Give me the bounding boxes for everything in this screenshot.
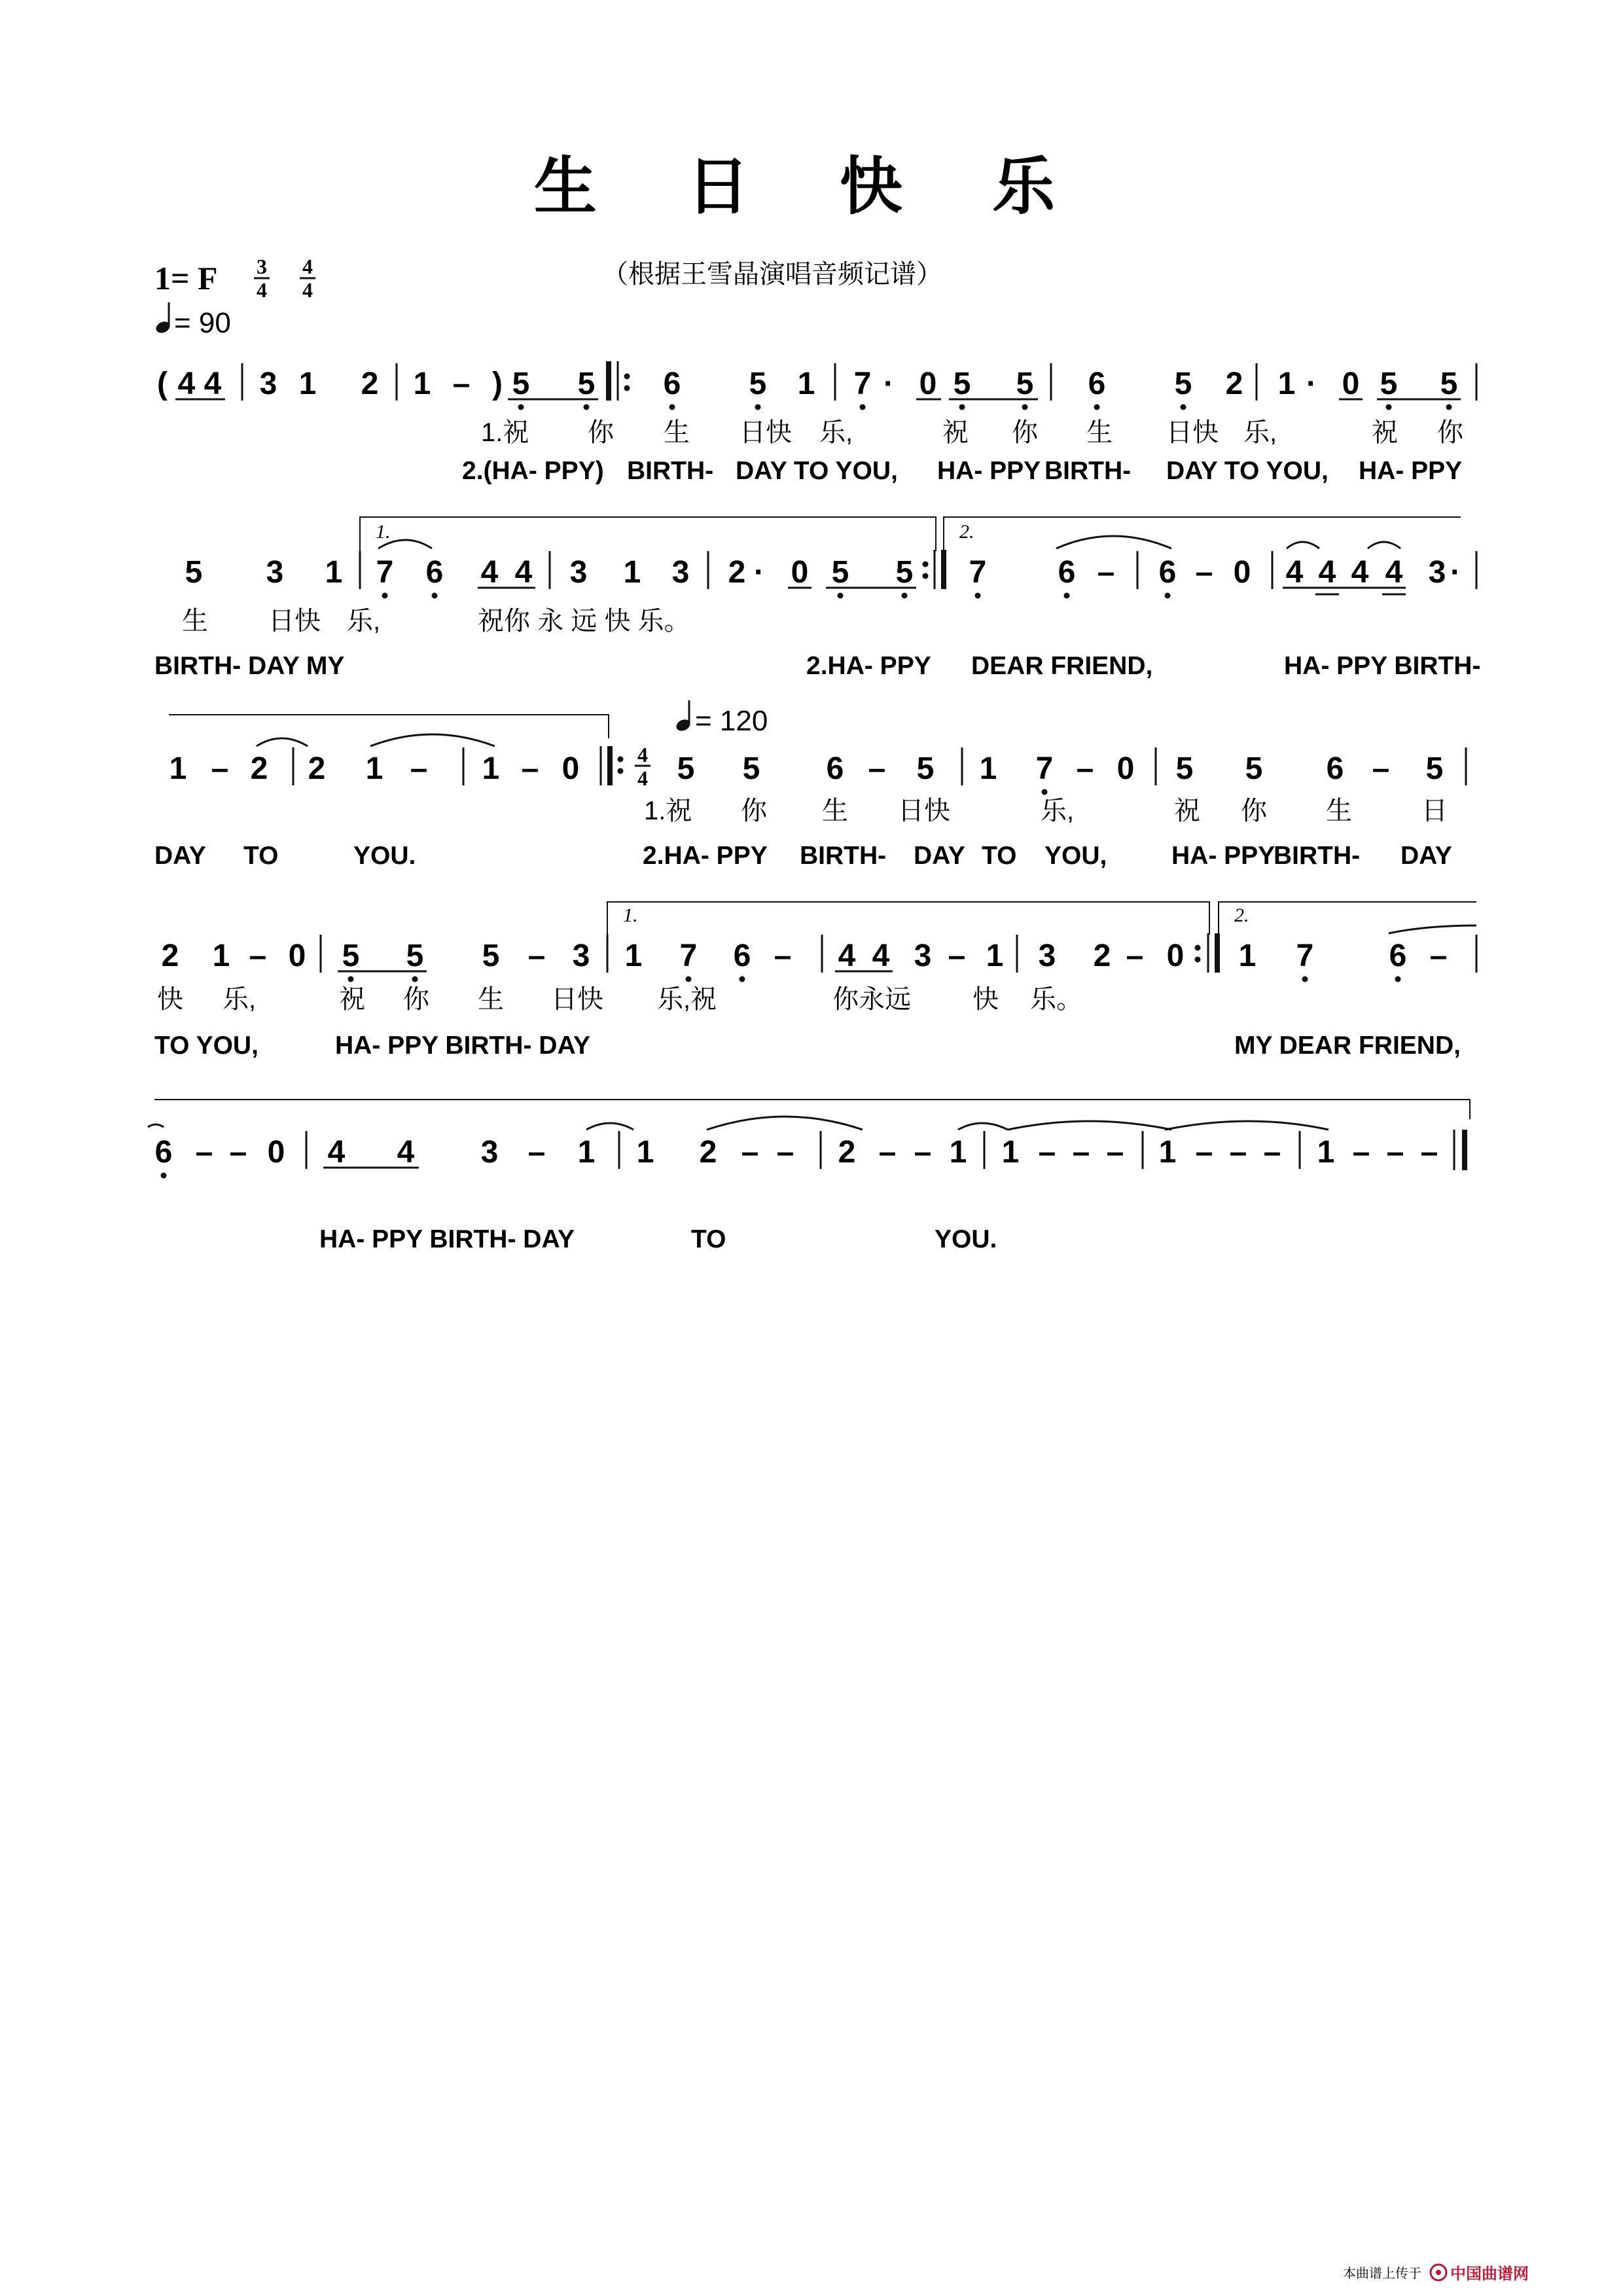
footer-watermark <box>1343 2265 1529 2283</box>
lyrics-row-2-en <box>154 652 1480 680</box>
svg-text:5: 5 <box>1175 751 1194 786</box>
svg-text:1: 1 <box>979 751 997 786</box>
svg-text:–: – <box>527 939 546 973</box>
svg-text:1: 1 <box>1277 367 1296 401</box>
svg-text:你: 你 <box>588 418 614 447</box>
svg-text:4: 4 <box>302 278 313 302</box>
svg-text:4: 4 <box>177 367 196 401</box>
svg-text:5: 5 <box>406 939 424 973</box>
svg-text:3: 3 <box>572 939 590 973</box>
svg-text:–: – <box>1097 555 1115 590</box>
svg-text:BIRTH-: BIRTH- <box>627 457 714 485</box>
svg-text:3: 3 <box>569 555 588 590</box>
svg-text:DAY: DAY <box>154 842 206 870</box>
svg-text:7: 7 <box>853 367 872 401</box>
svg-text:–: – <box>1429 939 1448 973</box>
svg-text:7: 7 <box>1035 751 1054 786</box>
svg-text:5: 5 <box>1245 751 1263 786</box>
svg-text:MY DEAR FRIEND,: MY DEAR FRIEND, <box>1234 1031 1461 1060</box>
svg-text:你永远: 你永远 <box>832 985 911 1014</box>
svg-text:4: 4 <box>514 555 533 590</box>
svg-text:(: ( <box>157 367 168 401</box>
svg-text:5: 5 <box>482 939 500 973</box>
svg-text:生: 生 <box>822 797 848 825</box>
volta-continuation-row-3 <box>169 715 609 738</box>
page-title: 生 日 快 乐 <box>533 150 1090 223</box>
svg-text:祝: 祝 <box>1174 797 1200 825</box>
svg-text:2: 2 <box>361 367 379 401</box>
svg-text:·: · <box>883 367 894 401</box>
svg-text:5: 5 <box>512 367 530 401</box>
svg-text:2.: 2. <box>1234 905 1249 926</box>
svg-text:–: – <box>1038 1135 1056 1170</box>
svg-text:5: 5 <box>916 751 935 786</box>
svg-text:7: 7 <box>679 939 698 973</box>
svg-text:3: 3 <box>914 939 932 973</box>
svg-text:1: 1 <box>577 1135 596 1170</box>
svg-text:HA- PPY: HA- PPY <box>1359 457 1463 485</box>
svg-text:祝: 祝 <box>942 418 969 447</box>
time-signature-group <box>254 255 315 302</box>
svg-text:5: 5 <box>742 751 760 786</box>
svg-text:·: · <box>1306 367 1317 401</box>
svg-text:DAY TO YOU,: DAY TO YOU, <box>1166 457 1329 485</box>
source-note: （根据王雪晶演唱音频记谱） <box>602 259 942 289</box>
svg-text:YOU.: YOU. <box>935 1225 997 1253</box>
svg-text:–: – <box>1126 939 1144 973</box>
svg-text:2.(HA- PPY): 2.(HA- PPY) <box>462 457 604 485</box>
svg-text:3: 3 <box>266 555 284 590</box>
lyrics-row-5-en <box>319 1225 997 1253</box>
svg-text:0: 0 <box>288 939 306 973</box>
svg-text:4: 4 <box>302 255 313 278</box>
svg-text:日: 日 <box>1421 797 1448 825</box>
svg-text:–: – <box>1420 1135 1438 1170</box>
svg-text:6: 6 <box>663 367 681 401</box>
svg-text:你: 你 <box>1437 418 1463 447</box>
svg-text:2: 2 <box>308 751 326 786</box>
svg-text:快: 快 <box>157 985 183 1014</box>
svg-text:4: 4 <box>480 555 499 590</box>
svg-text:3: 3 <box>671 555 690 590</box>
svg-text:0: 0 <box>1166 939 1185 973</box>
tempo-90: = 90 <box>174 307 231 339</box>
svg-text:TO YOU,: TO YOU, <box>154 1031 259 1060</box>
svg-text:6: 6 <box>1389 939 1407 973</box>
svg-text:·: · <box>1450 555 1461 590</box>
svg-text:祝你 永 远 快 乐。: 祝你 永 远 快 乐。 <box>478 607 690 636</box>
lyrics-row-1-cn <box>481 418 1464 447</box>
svg-text:4: 4 <box>1285 555 1304 590</box>
svg-text:6: 6 <box>733 939 751 973</box>
svg-text:–: – <box>1072 1135 1090 1170</box>
svg-text:你: 你 <box>1241 797 1267 825</box>
svg-text:–: – <box>1352 1135 1370 1170</box>
svg-text:·: · <box>754 555 764 590</box>
svg-text:–: – <box>527 1135 546 1170</box>
svg-text:1.祝: 1.祝 <box>481 418 529 447</box>
svg-text:快: 快 <box>972 985 999 1014</box>
svg-text:2: 2 <box>161 939 179 973</box>
lyrics-row-3-en <box>154 842 1452 870</box>
svg-text:5: 5 <box>1440 367 1458 401</box>
svg-text:–: – <box>521 751 539 786</box>
svg-text:乐,: 乐, <box>223 985 257 1014</box>
svg-text:–: – <box>914 1135 932 1170</box>
svg-text:–: – <box>1263 1135 1281 1170</box>
svg-text:–: – <box>741 1135 759 1170</box>
tempo-marking-2 <box>675 700 768 737</box>
svg-text:DAY: DAY <box>1400 842 1452 870</box>
svg-text:乐。: 乐。 <box>1030 985 1082 1014</box>
svg-text:1: 1 <box>413 367 431 401</box>
svg-text:2: 2 <box>250 751 268 786</box>
svg-text:5: 5 <box>1174 367 1192 401</box>
svg-text:–: – <box>1386 1135 1404 1170</box>
svg-text:–: – <box>878 1135 897 1170</box>
key-signature: 1= F <box>154 260 218 296</box>
svg-text:–: – <box>776 1135 794 1170</box>
svg-text:0: 0 <box>1342 367 1360 401</box>
svg-text:日快: 日快 <box>551 985 603 1014</box>
svg-text:日快: 日快 <box>268 607 321 636</box>
svg-text:–: – <box>452 367 471 401</box>
svg-text:DAY TO YOU,: DAY TO YOU, <box>736 457 898 485</box>
svg-text:4: 4 <box>1318 555 1336 590</box>
svg-text:2: 2 <box>1093 939 1111 973</box>
staff-row-5 <box>148 1117 1465 1179</box>
svg-text:5: 5 <box>1425 751 1444 786</box>
lyrics-row-3-cn <box>644 797 1448 825</box>
svg-text:1: 1 <box>1238 939 1257 973</box>
svg-text:2: 2 <box>1225 367 1243 401</box>
volta-brackets-row-4 <box>607 902 1476 935</box>
svg-text:1: 1 <box>1317 1135 1335 1170</box>
svg-text:HA- PPY BIRTH- DAY: HA- PPY BIRTH- DAY <box>319 1225 575 1253</box>
svg-text:HA- PPY: HA- PPY <box>1171 842 1275 870</box>
svg-text:–: – <box>948 939 966 973</box>
svg-text:YOU,: YOU, <box>1044 842 1107 870</box>
svg-text:5: 5 <box>185 555 203 590</box>
svg-text:6: 6 <box>1058 555 1076 590</box>
svg-text:TO: TO <box>982 842 1017 870</box>
svg-text:4: 4 <box>397 1135 415 1170</box>
svg-text:日快: 日快 <box>898 797 950 825</box>
tempo-marking <box>154 302 231 339</box>
svg-text:–: – <box>211 751 229 786</box>
svg-text:4: 4 <box>872 939 890 973</box>
svg-text:BIRTH-: BIRTH- <box>1044 457 1132 485</box>
tempo-120: = 120 <box>695 705 768 737</box>
svg-text:2.HA- PPY: 2.HA- PPY <box>643 842 768 870</box>
svg-text:1: 1 <box>212 939 230 973</box>
svg-text:2: 2 <box>699 1135 717 1170</box>
svg-text:1: 1 <box>623 555 641 590</box>
svg-text:4: 4 <box>1385 555 1403 590</box>
svg-text:DAY: DAY <box>914 842 965 870</box>
svg-text:6: 6 <box>154 1135 173 1170</box>
svg-text:3: 3 <box>1038 939 1056 973</box>
svg-text:0: 0 <box>1116 751 1135 786</box>
svg-text:1: 1 <box>624 939 643 973</box>
svg-text:1.: 1. <box>376 521 391 543</box>
svg-text:生: 生 <box>1086 418 1113 447</box>
svg-text:5: 5 <box>831 555 849 590</box>
svg-text:YOU.: YOU. <box>353 842 416 870</box>
svg-text:2: 2 <box>838 1135 856 1170</box>
svg-text:2.: 2. <box>959 521 974 543</box>
staff-row-4 <box>162 925 1476 982</box>
svg-text:乐,: 乐, <box>1041 797 1075 825</box>
site-logo-icon <box>1431 2265 1446 2280</box>
svg-text:你: 你 <box>741 797 767 825</box>
svg-text:1: 1 <box>1158 1135 1177 1170</box>
svg-text:2.HA- PPY: 2.HA- PPY <box>806 652 931 680</box>
svg-text:1: 1 <box>797 367 815 401</box>
svg-text:–: – <box>1076 751 1094 786</box>
svg-text:DEAR FRIEND,: DEAR FRIEND, <box>971 652 1153 680</box>
svg-text:6: 6 <box>1326 751 1344 786</box>
svg-text:5: 5 <box>895 555 914 590</box>
svg-text:乐,祝: 乐,祝 <box>657 985 717 1014</box>
svg-text:3: 3 <box>259 367 277 401</box>
svg-text:5: 5 <box>1016 367 1034 401</box>
volta-continuation-row-5 <box>154 1100 1470 1119</box>
svg-text:5: 5 <box>1380 367 1398 401</box>
svg-text:1: 1 <box>482 751 500 786</box>
svg-text:乐,: 乐, <box>347 607 381 636</box>
svg-text:BIRTH-: BIRTH- <box>800 842 887 870</box>
svg-text:日快: 日快 <box>1166 418 1219 447</box>
svg-text:3: 3 <box>480 1135 499 1170</box>
svg-text:5: 5 <box>677 751 695 786</box>
lyrics-row-4-en <box>154 1031 1461 1060</box>
svg-text:–: – <box>1372 751 1390 786</box>
svg-text:4: 4 <box>637 743 648 766</box>
svg-text:你: 你 <box>1012 418 1038 447</box>
svg-text:5: 5 <box>953 367 971 401</box>
svg-text:7: 7 <box>1296 939 1314 973</box>
svg-text:2: 2 <box>728 555 746 590</box>
svg-text:HA- PPY BIRTH-: HA- PPY BIRTH- <box>1284 652 1481 680</box>
svg-text:祝: 祝 <box>1372 418 1398 447</box>
svg-text:5: 5 <box>342 939 360 973</box>
svg-text:6: 6 <box>1158 555 1177 590</box>
svg-text:0: 0 <box>791 555 809 590</box>
svg-text:1: 1 <box>949 1135 967 1170</box>
svg-text:5: 5 <box>749 367 767 401</box>
svg-text:乐,: 乐, <box>1243 418 1277 447</box>
svg-text:你: 你 <box>403 985 429 1014</box>
svg-text:4: 4 <box>1351 555 1369 590</box>
svg-text:1.: 1. <box>623 905 638 926</box>
volta-brackets-row-2 <box>360 517 1461 551</box>
staff-row-2 <box>185 536 1476 599</box>
svg-text:0: 0 <box>267 1135 285 1170</box>
svg-text:1.祝: 1.祝 <box>644 797 692 825</box>
svg-text:7: 7 <box>969 555 987 590</box>
lyrics-row-4-cn <box>157 985 1082 1014</box>
svg-text:3: 3 <box>1428 555 1446 590</box>
svg-text:4: 4 <box>838 939 856 973</box>
svg-text:1: 1 <box>1001 1135 1020 1170</box>
svg-text:4: 4 <box>257 278 267 302</box>
svg-text:–: – <box>195 1135 213 1170</box>
svg-text:1: 1 <box>169 751 187 786</box>
svg-text:日快: 日快 <box>740 418 792 447</box>
svg-text:生: 生 <box>1326 797 1352 825</box>
svg-text:1: 1 <box>325 555 343 590</box>
footer-site-name: 中国曲谱网 <box>1450 2265 1529 2283</box>
svg-text:–: – <box>229 1135 247 1170</box>
svg-text:0: 0 <box>562 751 580 786</box>
lyrics-row-1-en <box>462 457 1462 485</box>
svg-text:1: 1 <box>365 751 383 786</box>
svg-text:4: 4 <box>327 1135 346 1170</box>
svg-text:4: 4 <box>204 367 222 401</box>
footer-uploaded-text: 本曲谱上传于 <box>1343 2265 1421 2281</box>
svg-text:–: – <box>249 939 267 973</box>
svg-text:): ) <box>492 367 503 401</box>
svg-text:生: 生 <box>478 985 504 1014</box>
svg-text:6: 6 <box>425 555 444 590</box>
svg-text:HA- PPY: HA- PPY <box>937 457 1041 485</box>
svg-text:生: 生 <box>182 607 208 636</box>
svg-text:BIRTH- DAY MY: BIRTH- DAY MY <box>154 652 345 680</box>
svg-text:0: 0 <box>919 367 937 401</box>
svg-text:–: – <box>410 751 428 786</box>
svg-text:–: – <box>774 939 792 973</box>
svg-text:HA- PPY BIRTH- DAY: HA- PPY BIRTH- DAY <box>335 1031 591 1060</box>
svg-text:6: 6 <box>1088 367 1106 401</box>
svg-text:4: 4 <box>637 766 648 790</box>
svg-text:6: 6 <box>826 751 844 786</box>
staff-row-1 <box>157 361 1476 410</box>
svg-text:0: 0 <box>1233 555 1251 590</box>
staff-row-3 <box>169 734 1466 795</box>
svg-text:1: 1 <box>636 1135 654 1170</box>
svg-text:5: 5 <box>577 367 596 401</box>
svg-text:1: 1 <box>298 367 317 401</box>
svg-text:–: – <box>868 751 886 786</box>
svg-text:–: – <box>1195 1135 1213 1170</box>
svg-text:祝: 祝 <box>339 985 365 1014</box>
svg-text:–: – <box>1195 555 1213 590</box>
svg-text:TO: TO <box>691 1225 726 1253</box>
svg-text:3: 3 <box>257 255 267 278</box>
svg-text:TO: TO <box>243 842 279 870</box>
svg-text:BIRTH-: BIRTH- <box>1274 842 1361 870</box>
svg-text:7: 7 <box>376 555 394 590</box>
lyrics-row-2-cn <box>182 607 690 636</box>
svg-text:1: 1 <box>986 939 1004 973</box>
svg-text:–: – <box>1229 1135 1247 1170</box>
svg-text:–: – <box>1106 1135 1124 1170</box>
svg-text:乐,: 乐, <box>819 418 853 447</box>
svg-text:生: 生 <box>664 418 690 447</box>
